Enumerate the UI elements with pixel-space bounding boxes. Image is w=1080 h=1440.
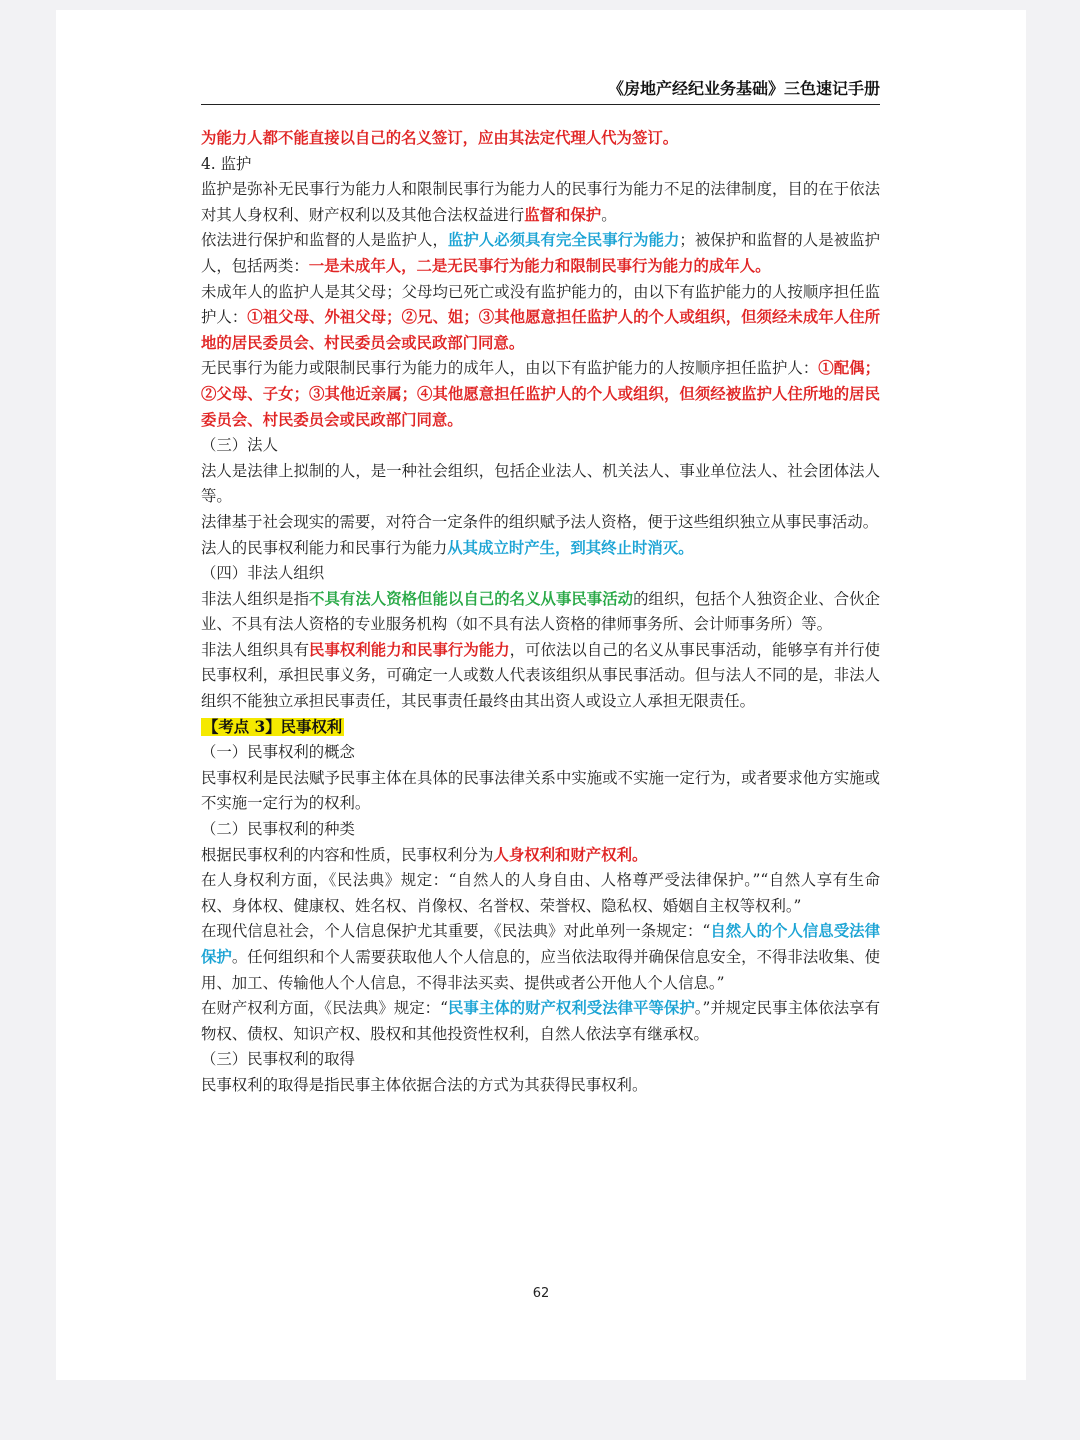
emphasis-red: 民事权利能力和民事行为能力 — [309, 640, 510, 659]
emphasis-green: 不具有法人资格但能以自己的名义从事民事活动 — [309, 589, 634, 608]
emphasis-red: 为能力人都不能直接以自己的名义签订，应由其法定代理人代为签订。 — [201, 129, 679, 147]
text: 。任何组织和个人需要获取他人个人信息的，应当依法取得并确保信息安全，不得非法收集、使用、加工、传输他人个人信息，不得非法买卖、提供或者公开他人个人信息。” — [201, 948, 880, 992]
section-heading: （一）民事权利的概念 — [201, 743, 355, 762]
section-heading: （三）民事权利的取得 — [201, 1050, 355, 1069]
paragraph: 法律基于社会现实的需要，对符合一定条件的组织赋予法人资格，便于这些组织独立从事民事活动。 — [201, 512, 879, 531]
emphasis-red: ①祖父母、外祖父母；②兄、姐；③其他愿意担任监护人的个人或组织，但须经未成年人住所地的居民委员会、村民委员会或民政部门同意。 — [201, 308, 880, 352]
paragraph — [201, 996, 880, 1047]
highlighted-heading: 【考点 3】民事权利 — [203, 717, 343, 736]
text: 。 — [601, 205, 617, 224]
section-heading: （三）法人 — [201, 436, 278, 455]
paragraph: 民事权利的取得是指民事主体依据合法的方式为其获得民事权利。 — [201, 1075, 648, 1094]
emphasis-red: 监督和保护 — [524, 205, 602, 224]
text: 法人的民事权利能力和民事行为能力 — [201, 538, 448, 557]
paragraph: 在人身权利方面，《民法典》规定：“自然人的人身自由、人格尊严受法律保护。”“自然人享有生命权、身体权、健康权、姓名权、肖像权、名誉权、荣誉权、隐私权、婚姻自主权等权利。” — [201, 871, 880, 915]
emphasis-blue: 自然人的个人信息受法律保护 — [201, 922, 880, 966]
paragraph — [201, 228, 880, 279]
text: 的组织，包括个人独资企业、合伙企业、不具有法人资格的专业服务机构（如不具有法人资格的律师事务所、会计师事务所）等。 — [201, 589, 880, 634]
section-heading: 4. 监护 — [201, 154, 252, 173]
paragraph — [201, 919, 880, 996]
paragraph — [201, 356, 880, 433]
text: 无民事行为能力或限制民事行为能力的成年人，由以下有监护能力的人按顺序担任监护人： — [201, 359, 819, 378]
text: 。”并规定民事主体依法享有物权、债权、知识产权、股权和其他投资性权利，自然人依法享有继承权。 — [201, 999, 880, 1043]
section-heading: （二）民事权利的种类 — [201, 820, 355, 839]
text: 在现代信息社会，个人信息保护尤其重要，《民法典》对此单列一条规定：“ — [201, 922, 711, 941]
key-point-heading — [201, 715, 880, 741]
text: 依法进行保护和监督的人是监护人， — [201, 231, 448, 250]
text: 在财产权利方面，《民法典》规定：“ — [201, 999, 448, 1018]
page-header: 《房地产经纪业务基础》三色速记手册 — [201, 76, 880, 105]
paragraph: 民事权利是民法赋予民事主体在具体的民事法律关系中实施或不实施一定行为，或者要求他方实施或不实施一定行为的权利。 — [201, 768, 880, 813]
text: ；被保护和监督的人是被监护人，包括两类： — [201, 231, 880, 275]
paragraph — [201, 587, 880, 638]
emphasis-blue: 从其成立时产生，到其终止时消灭。 — [447, 538, 694, 557]
paragraph — [201, 177, 880, 228]
paragraph — [201, 280, 880, 357]
emphasis-red: 人身权利和财产权利。 — [493, 845, 648, 864]
emphasis-red: 一是未成年人，二是无民事行为能力和限制民事行为能力的成年人。 — [308, 256, 771, 275]
emphasis-blue: 监护人必须具有完全民事行为能力 — [447, 231, 680, 250]
document-page — [56, 10, 1026, 1380]
paragraph — [201, 843, 880, 869]
paragraph: 法人是法律上拟制的人，是一种社会组织，包括企业法人、机关法人、事业单位法人、社会团体法人等。 — [201, 461, 880, 506]
section-heading: （四）非法人组织 — [201, 564, 325, 583]
page-content — [201, 126, 880, 1099]
text: 非法人组织是指 — [201, 589, 310, 608]
paragraph — [201, 126, 880, 152]
text: ，可依法以自己的名义从事民事活动，能够享有并行使民事权利，承担民事义务，可确定一人或数人代表该组织从事民事活动。但与法人不同的是，非法人组织不能独立承担民事责任，其民事责任最终由其出资人或设立人承担无限责任。 — [201, 640, 880, 711]
text: 根据民事权利的内容和性质，民事权利分为 — [201, 845, 494, 864]
paragraph — [201, 638, 880, 715]
text: 未成年人的监护人是其父母；父母均已死亡或没有监护能力的，由以下有监护能力的人按顺序担任监护人： — [201, 282, 880, 327]
page-number: 62 — [532, 1286, 550, 1301]
paragraph — [201, 536, 880, 562]
emphasis-blue: 民事主体的财产权利受法律平等保护 — [447, 999, 695, 1018]
text: 监护是弥补无民事行为能力人和限制民事行为能力人的民事行为能力不足的法律制度，目的在于依法对其人身权利、财产权利以及其他合法权益进行 — [201, 180, 880, 224]
text: 非法人组织具有 — [201, 640, 310, 659]
emphasis-red: ①配偶；②父母、子女；③其他近亲属；④其他愿意担任监护人的个人或组织，但须经被监护人住所地的居民委员会、村民委员会或民政部门同意。 — [201, 359, 880, 429]
